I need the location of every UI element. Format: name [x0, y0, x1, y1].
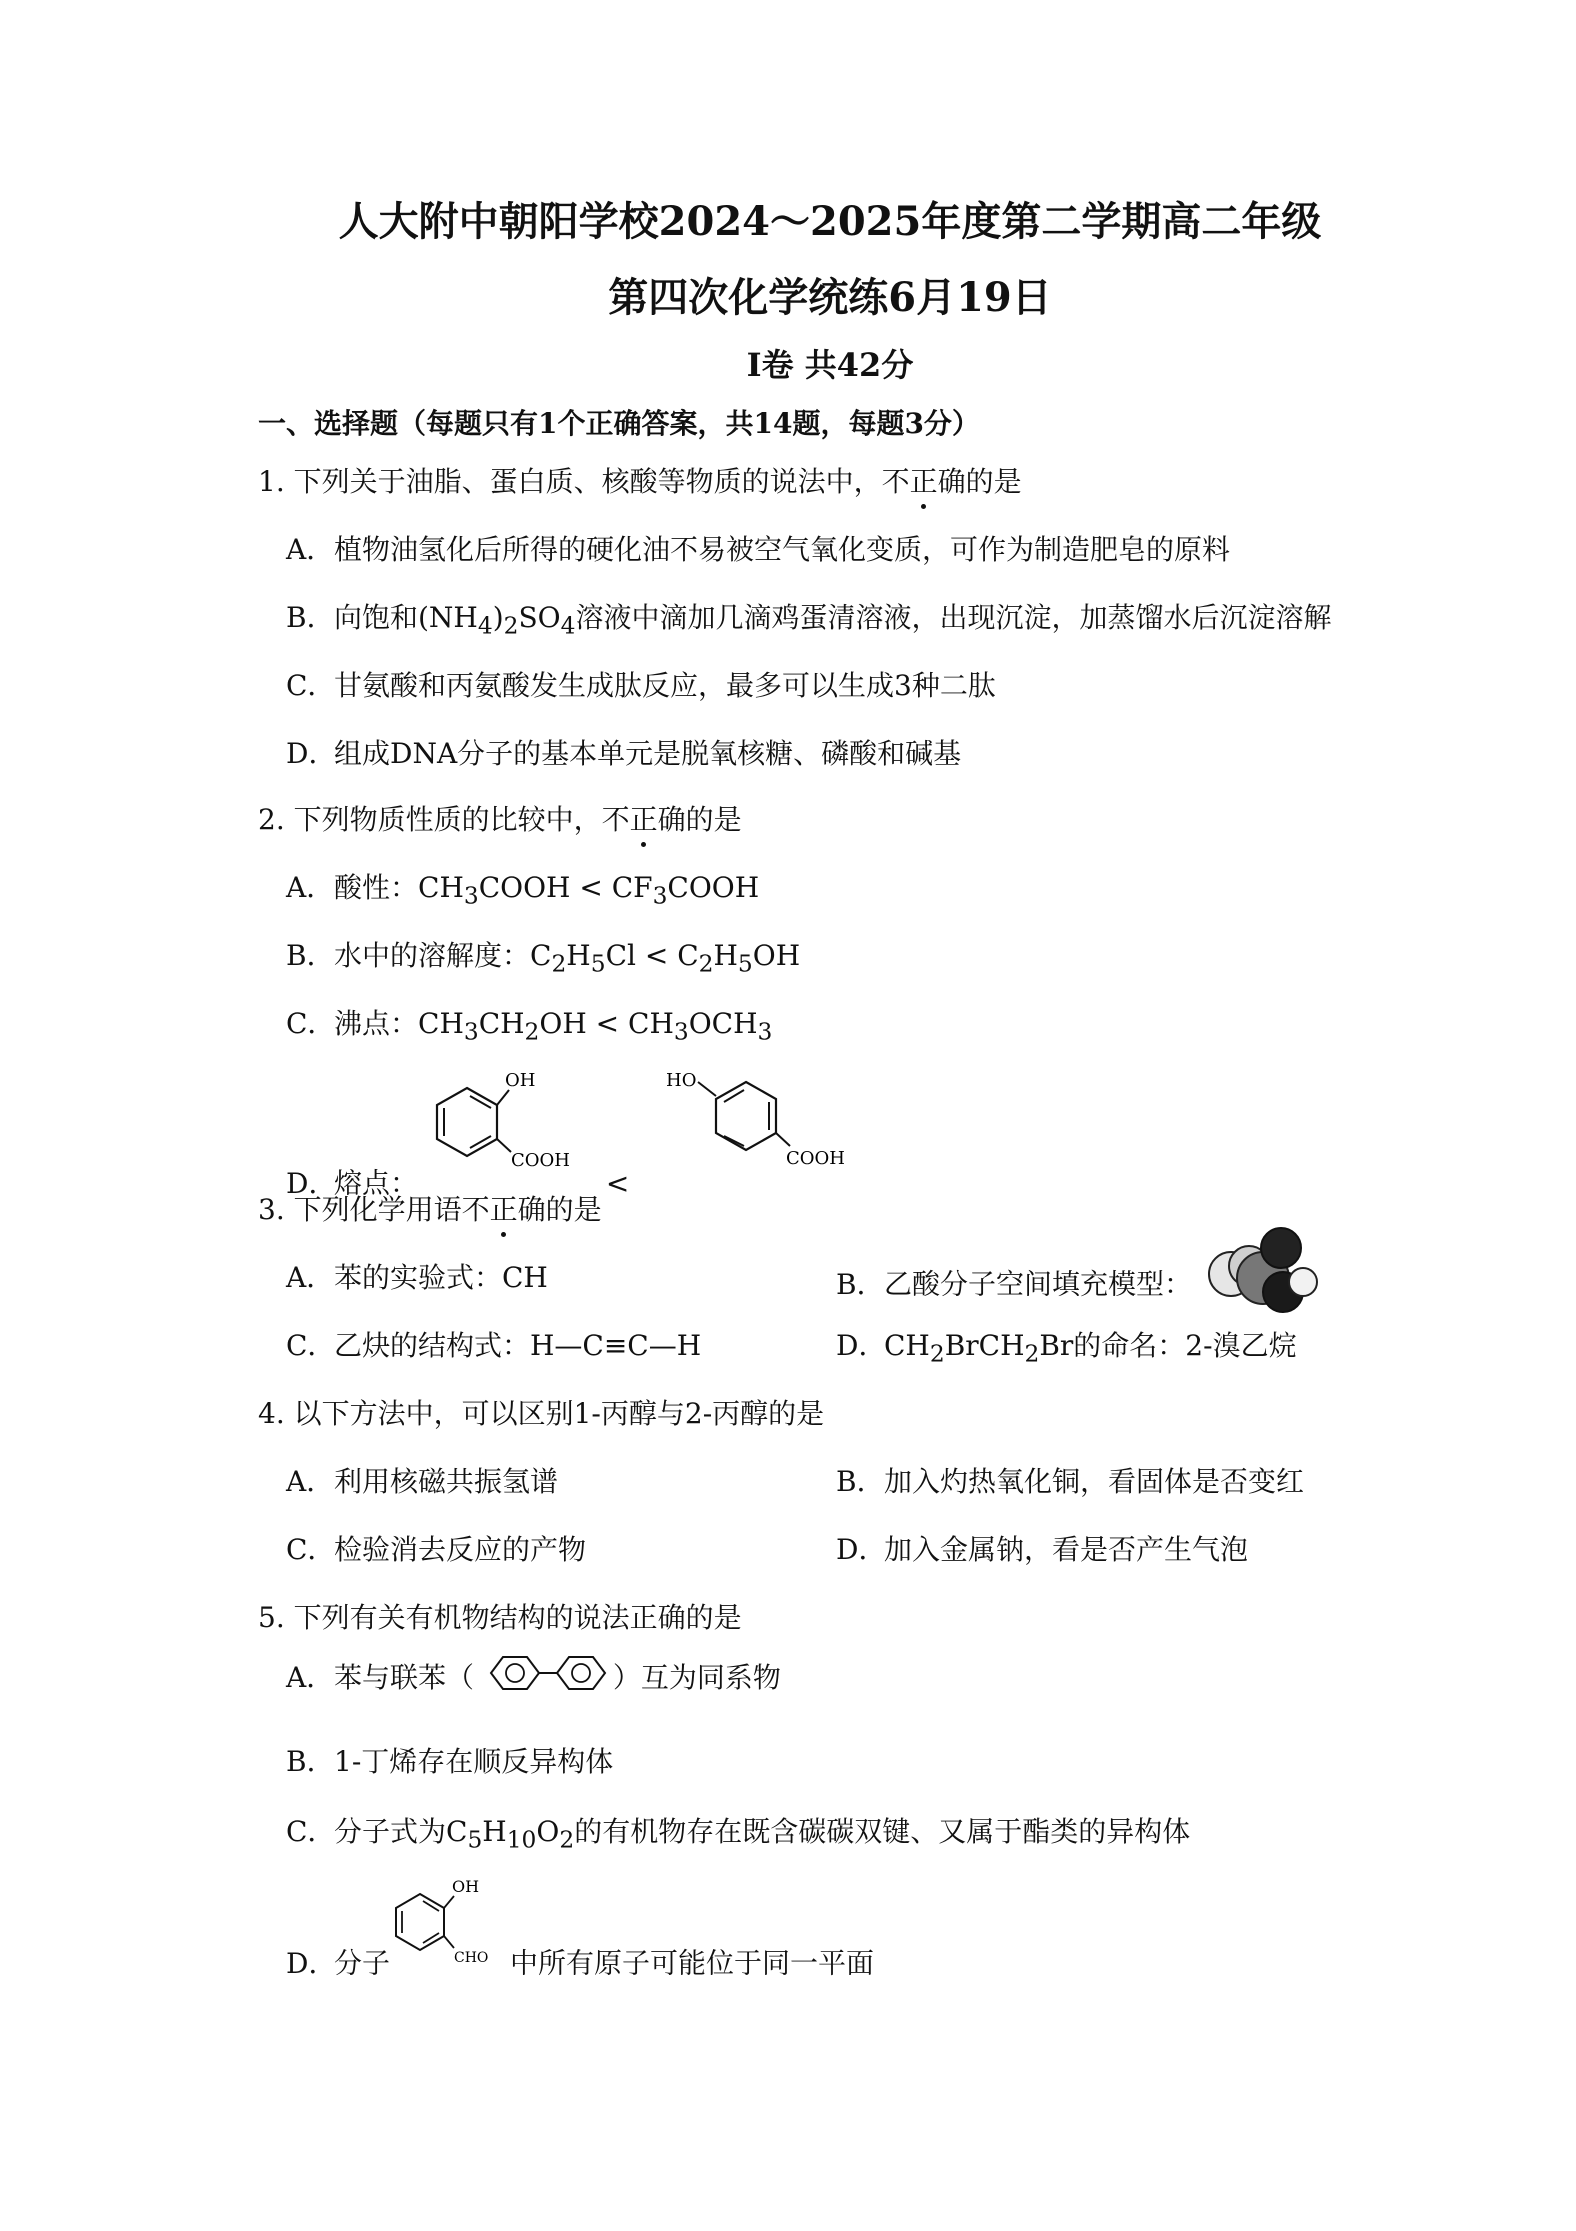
double-bond — [423, 1933, 439, 1943]
bond-line — [497, 1090, 509, 1105]
exam-subtitle: 第四次化学统练6月19日 — [608, 274, 1052, 321]
bond-line — [444, 1936, 454, 1948]
salicylaldehyde-structure — [390, 1876, 510, 1966]
oxygen-atom — [1261, 1228, 1301, 1268]
oh-group-label: OH — [504, 1070, 536, 1091]
question-2-option-c: C．沸点：$CH_3CH_2OH < CH_3OCH_3$ — [286, 1007, 773, 1046]
cooh-group-label: COOH — [786, 1148, 846, 1169]
question-5-option-d: D．分子 OH CHO 中所有原子可能位于同一平面 — [286, 1877, 875, 1980]
emph-text: 不正确 — [882, 460, 966, 500]
emph-text: 不正确 — [462, 1188, 546, 1228]
salicylic-acid-structure — [427, 1068, 597, 1178]
question-3-option-c: C．乙炔的结构式：H—C≡C—H — [286, 1329, 702, 1362]
double-bond — [724, 1136, 744, 1146]
double-bond — [470, 1096, 491, 1108]
question-4-option-c: C．检验消去反应的产物 — [286, 1533, 587, 1566]
question-3-option-b: B．乙酸分子空间填充模型： — [836, 1256, 1321, 1316]
benzene-ring — [491, 1657, 539, 1689]
aromatic-circle — [572, 1664, 590, 1682]
ho-group-label: HO — [666, 1070, 697, 1091]
question-4-option-b: B．加入灼热氧化铜，看固体是否变红 — [836, 1465, 1305, 1498]
question-5-stem: 5. 下列有关有机物结构的说法正确的是 — [258, 1601, 742, 1634]
emphasis-dots — [882, 465, 966, 498]
bond-line — [497, 1139, 511, 1152]
question-3-option-d: D．$CH_2BrCH_2Br$的命名：2-溴乙烷 — [836, 1329, 1297, 1368]
question-3-stem: 3. 下列化学用语不正确的是 — [258, 1188, 602, 1228]
question-1-option-a: A．植物油氢化后所得的硬化油不易被空气氧化变质，可作为制造肥皂的原料 — [286, 533, 1231, 566]
question-1-stem: 1. 下列关于油脂、蛋白质、核酸等物质的说法中，不正确的是 — [258, 460, 1022, 500]
exam-title: 人大附中朝阳学校2024～2025年度第二学期高二年级 — [338, 198, 1322, 245]
biphenyl-structure — [483, 1643, 613, 1703]
paper-part-label: I卷 共42分 — [746, 346, 914, 384]
question-2-option-d: D．熔点： OH COOH < HO COOH — [286, 1068, 854, 1178]
hydrogen-atom — [1289, 1268, 1317, 1296]
cooh-group-label: COOH — [510, 1150, 570, 1171]
question-4-option-d: D．加入金属钠，看是否产生气泡 — [836, 1533, 1249, 1566]
question-4-stem: 4. 以下方法中，可以区别1-丙醇与2-丙醇的是 — [258, 1397, 825, 1430]
bond-line — [444, 1896, 454, 1908]
question-5-option-c: C．分子式为$C_5H_{10}O_2$的有机物存在既含碳碳双键、又属于酯类的异构体 — [286, 1815, 1191, 1854]
section-heading: 一、选择题（每题只有1个正确答案，共14题，每题3分） — [258, 407, 980, 440]
acetic-acid-space-filling-model — [1201, 1226, 1321, 1316]
benzene-ring — [557, 1657, 605, 1689]
double-bond — [470, 1136, 491, 1148]
cho-group-label: CHO — [454, 1950, 489, 1966]
question-1-option-c: C．甘氨酸和丙氨酸发生成肽反应，最多可以生成3种二肽 — [286, 669, 996, 702]
aromatic-circle — [506, 1664, 524, 1682]
bond-line — [698, 1082, 716, 1096]
question-2-option-b: B．水中的溶解度：$C_2H_5Cl < C_2H_5OH$ — [286, 939, 801, 978]
question-1-option-b: B．向饱和$(NH_4)_2SO_4$溶液中滴加几滴鸡蛋清溶液，出现沉淀，加蒸馏水后沉淀溶解 — [286, 601, 1332, 640]
benzene-ring — [437, 1088, 497, 1156]
p-hydroxybenzoic-acid-structure — [664, 1068, 854, 1178]
bond-line — [776, 1133, 790, 1146]
double-bond — [423, 1901, 439, 1911]
question-2-stem: 2. 下列物质性质的比较中，不正确的是 — [258, 798, 742, 838]
benzene-ring — [716, 1082, 776, 1150]
question-1-option-d: D．组成DNA分子的基本单元是脱氧核糖、磷酸和碱基 — [286, 737, 962, 770]
question-4-option-a: A．利用核磁共振氢谱 — [286, 1465, 559, 1498]
question-3-option-a: A．苯的实验式：CH — [286, 1261, 548, 1294]
emph-text: 不正确 — [602, 798, 686, 838]
oh-group-label: OH — [452, 1877, 480, 1896]
question-2-option-a: A．酸性：$CH_3COOH$ < $CF_3COOH$ — [286, 871, 760, 910]
benzene-ring — [396, 1894, 444, 1950]
question-5-option-b: B．1-丁烯存在顺反异构体 — [286, 1745, 614, 1778]
less-than-sign: < — [605, 1166, 630, 1200]
question-5-option-a: A．苯与联苯（ ）互为同系物 — [286, 1656, 781, 1703]
